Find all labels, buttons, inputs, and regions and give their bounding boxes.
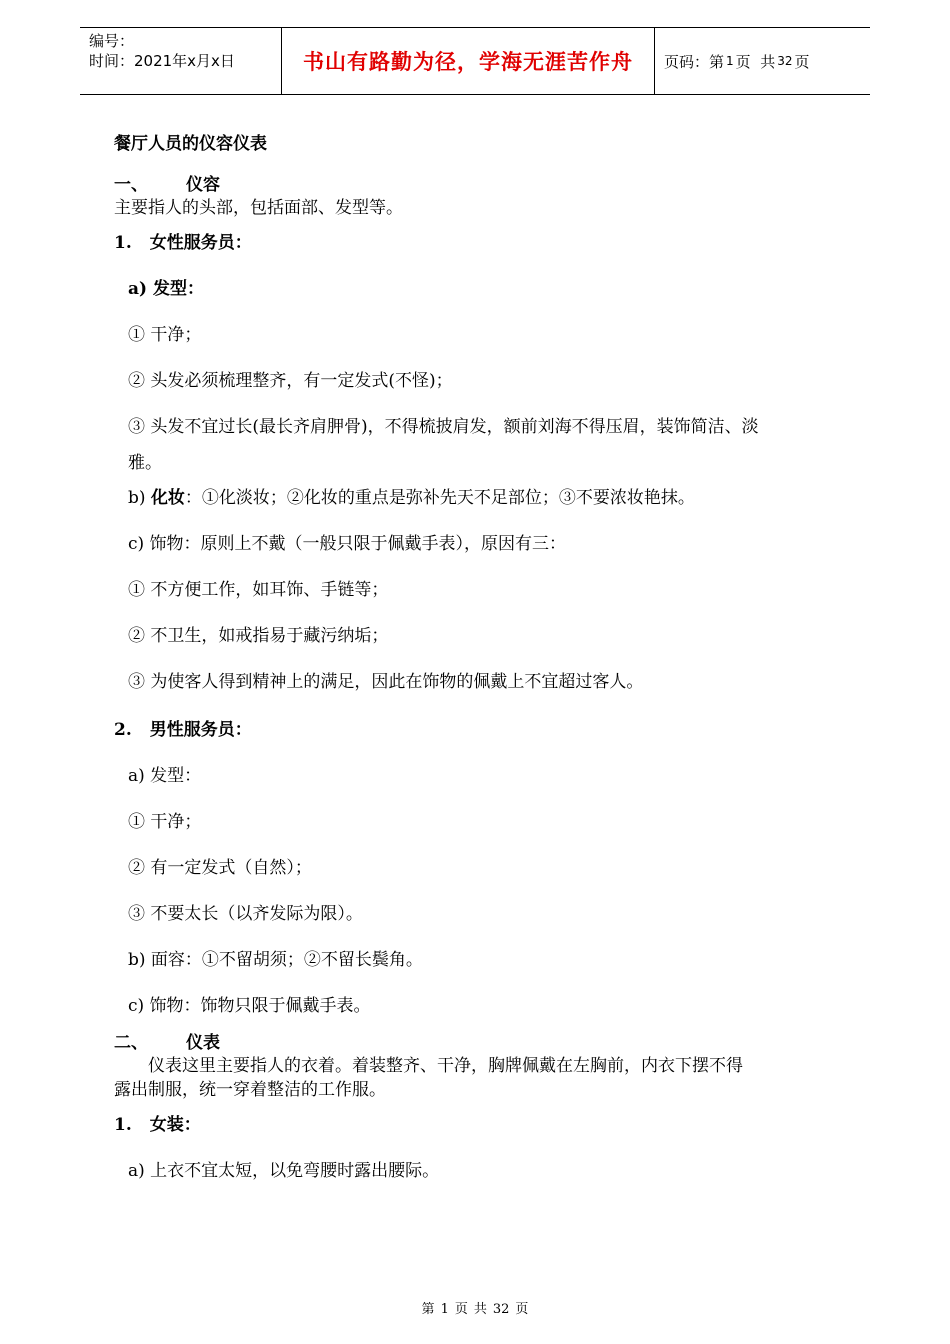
footer-ye-2: 页	[515, 1302, 529, 1317]
female-makeup-prefix: b)	[128, 488, 151, 508]
female-makeup	[128, 483, 695, 508]
female-heading	[114, 228, 252, 253]
page-total: 32	[777, 54, 793, 68]
female-heading-text: 女性服务员：	[149, 233, 252, 253]
female-hair-item-3a: ③ 头发不宜过长(最长齐肩胛骨)，不得梳披肩发，额前刘海不得压眉，装饰简洁、淡	[128, 417, 759, 437]
page-current: 1	[726, 54, 734, 68]
male-hair-label: a) 发型：	[128, 766, 202, 786]
section-2-para-line-1: 仪表这里主要指人的衣着。着装整齐、干净，胸牌佩戴在左胸前，内衣下摆不得	[148, 1056, 743, 1076]
page-footer	[0, 1298, 950, 1317]
female-makeup-label: 化妆	[150, 488, 185, 508]
page-prefix: 页码：第	[664, 52, 725, 71]
female-accessory-item-3: ③ 为使客人得到精神上的满足，因此在饰物的佩戴上不宜超过客人。	[128, 672, 644, 692]
female-accessory-label: c) 饰物：原则上不戴（一般只限于佩戴手表），原因有三：	[128, 534, 567, 554]
page-suffix: 页	[794, 52, 810, 71]
male-hair-item-3: ③ 不要太长（以齐发际为限）。	[128, 904, 363, 924]
female-heading-number: 1.	[114, 233, 132, 253]
male-accessory: c) 饰物：饰物只限于佩戴手表。	[128, 996, 371, 1016]
footer-current: 1	[440, 1302, 449, 1317]
header-motto-cell	[281, 28, 655, 94]
header-page-cell	[655, 28, 870, 94]
section-2-para-line-2: 露出制服，统一穿着整洁的工作服。	[114, 1080, 386, 1100]
section-1-intro: 主要指人的头部，包括面部、发型等。	[114, 198, 403, 218]
women-wear-item-a: a) 上衣不宜太短，以免弯腰时露出腰际。	[128, 1161, 440, 1181]
section-2-heading	[114, 1028, 220, 1053]
female-hair-label: a) 发型：	[128, 279, 204, 299]
women-wear-number: 1.	[114, 1115, 132, 1135]
female-accessory-item-1: ① 不方便工作，如耳饰、手链等；	[128, 580, 389, 600]
number-label: 编号：	[89, 32, 135, 50]
header-left-cell	[80, 28, 281, 94]
motto: 书山有路勤为径，学海无涯苦作舟	[303, 50, 633, 74]
male-face: b) 面容：①不留胡须；②不留长鬓角。	[128, 950, 423, 970]
female-hair-item-3b: 雅。	[128, 453, 162, 473]
section-1-heading	[114, 170, 220, 195]
page-mid: 页 共	[735, 52, 776, 71]
footer-ye-1: 页	[454, 1302, 468, 1317]
time-label: 时间：2021年x月x日	[89, 52, 235, 70]
section-2-number: 二、	[114, 1033, 148, 1053]
female-hair-item-1: ① 干净；	[128, 325, 202, 345]
footer-di: 第	[421, 1302, 435, 1317]
doc-title: 餐厅人员的仪容仪表	[114, 134, 267, 154]
male-hair-item-2: ② 有一定发式（自然）；	[128, 858, 312, 878]
section-2-text: 仪表	[186, 1033, 220, 1053]
male-heading-text: 男性服务员：	[149, 720, 252, 740]
footer-total: 32	[492, 1302, 510, 1317]
section-1-number: 一、	[114, 175, 148, 195]
header-table	[80, 27, 870, 95]
women-wear-text: 女装：	[149, 1115, 201, 1135]
male-hair-item-1: ① 干净；	[128, 812, 202, 832]
male-heading	[114, 715, 252, 740]
section-1-text: 仪容	[186, 175, 220, 195]
female-makeup-text: ：①化淡妆；②化妆的重点是弥补先天不足部位；③不要浓妆艳抹。	[184, 488, 695, 508]
footer-gong: 共	[473, 1302, 487, 1317]
female-accessory-item-2: ② 不卫生，如戒指易于藏污纳垢；	[128, 626, 389, 646]
women-wear-heading	[114, 1110, 201, 1135]
female-hair-item-2: ② 头发必须梳理整齐，有一定发式(不怪)；	[128, 371, 453, 391]
male-heading-number: 2.	[114, 720, 132, 740]
